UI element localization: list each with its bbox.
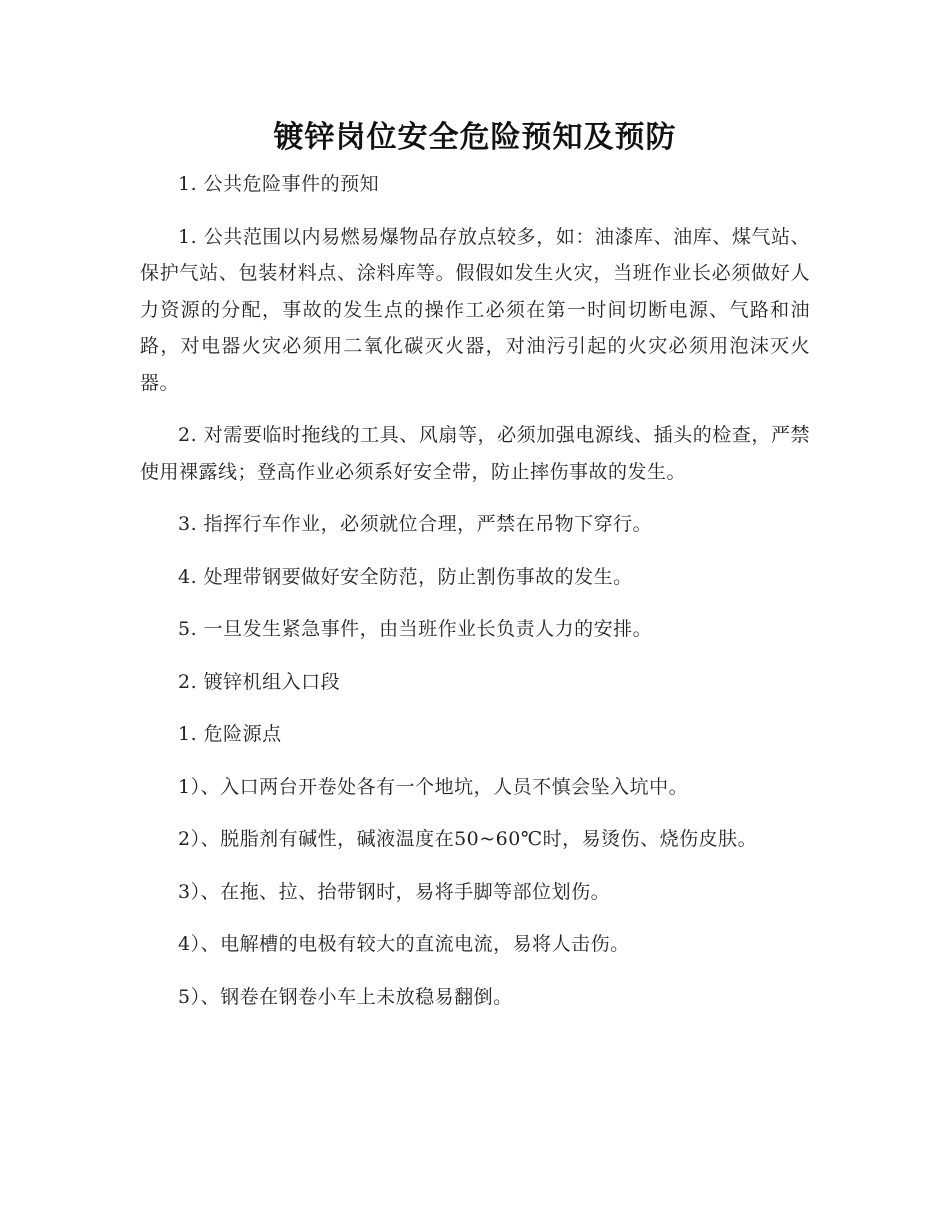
document-title: 镀锌岗位安全危险预知及预防 bbox=[273, 120, 677, 155]
list-item-electrolytic-tank: 4）、电解槽的电极有较大的直流电流，易将人击伤。 bbox=[178, 933, 630, 955]
list-item-coil-car: 5）、钢卷在钢卷小车上未放稳易翻倒。 bbox=[178, 985, 513, 1008]
list-item-pit: 1）、入口两台开卷处各有一个地坑，人员不慎会坠入坑中。 bbox=[178, 775, 689, 798]
paragraph-crane-operation: 3. 指挥行车作业，必须就位合理，严禁在吊物下穿行。 bbox=[178, 513, 653, 535]
subheading-hazard-points: 1. 危险源点 bbox=[178, 723, 282, 745]
list-item-strip-cuts: 3）、在拖、拉、抬带钢时，易将手脚等部位划伤。 bbox=[178, 880, 611, 903]
paragraph-temporary-wiring: 2. 对需要临时拖线的工具、风扇等，必须加强电源线、插头的检查，严禁使用裸露线；登高作业必须系好安全带，防止摔伤事故的发生。 bbox=[140, 424, 810, 483]
section-heading-public-hazards: 1. 公共危险事件的预知 bbox=[178, 173, 380, 195]
paragraph-strip-handling: 4. 处理带钢要做好安全防范，防止割伤事故的发生。 bbox=[178, 565, 633, 588]
paragraph-emergency: 5. 一旦发生紧急事件，由当班作业长负责人力的安排。 bbox=[178, 618, 653, 640]
paragraph-fire-hazards: 1. 公共范围以内易燃易爆物品存放点较多，如：油漆库、油库、煤气站、保护气站、包装材料点、涂料库等。假假如发生火灾，当班作业长必须做好人力资源的分配，事故的发生点的操作工必须在第一时间切断电源、气路和油路，对电器火灾必须用二氧化碳灭火器，对油污引起的火灾必须用泡沫灭火器。 bbox=[140, 225, 810, 394]
list-item-alkali: 2）、脱脂剂有碱性，碱液温度在50~60℃时，易烫伤、烧伤皮肤。 bbox=[178, 828, 758, 850]
document-body bbox=[140, 166, 810, 1031]
section-heading-entry-section: 2. 镀锌机组入口段 bbox=[178, 670, 341, 693]
